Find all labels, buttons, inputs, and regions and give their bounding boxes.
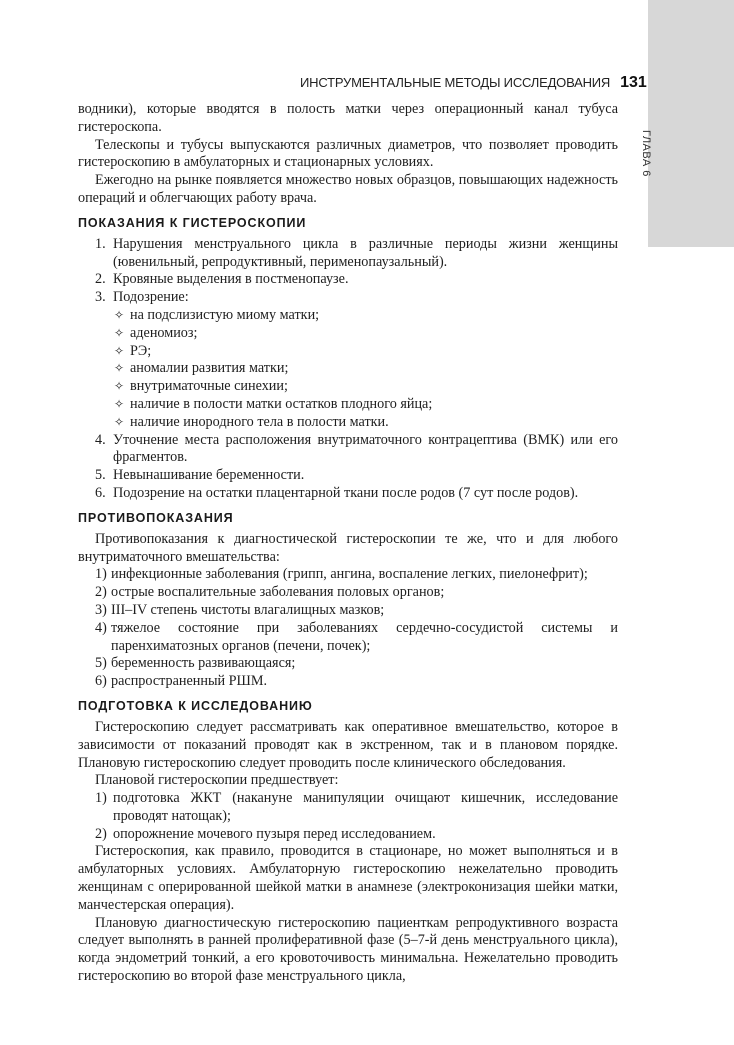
list-number: 4) [95,619,107,636]
list-number: 6) [95,673,107,690]
list-item [78,236,618,272]
list-item-text: распространенный РШМ. [111,673,267,690]
sub-list-item-text: наличие в полости матки остатков плодного яйца; [130,395,433,412]
list-item-text: беременность развивающаяся; [111,655,296,672]
diamond-bullet-icon: ✧ [114,396,125,411]
sub-list-item [78,378,618,396]
sub-list-item-text: аденомиоз; [130,324,198,341]
body-paragraph: Телескопы и тубусы выпускаются различных диаметров, что позволяет проводить гистероскопию в амбулаторных и стационарных условиях. [78,136,618,171]
list-item [78,485,618,503]
list-number: 6. [95,484,106,501]
page-number: 131 [620,74,647,91]
list-number: 3. [95,289,106,306]
list-item [78,655,618,673]
sub-list-item [78,360,618,378]
list-item [78,271,618,289]
body-paragraph: Ежегодно на рынке появляется множество новых образцов, повышающих надежность операций и облегчающих работу врача. [78,172,618,206]
list-number: 1. [95,235,106,252]
page-body [78,101,618,986]
sub-list-item-text: наличие инородного тела в полости матки. [130,413,389,430]
section-heading-preparation: ПОДГОТОВКА К ИССЛЕДОВАНИЮ [78,698,313,713]
list-item [78,826,618,844]
sub-list-item-text: на подслизистую миому матки; [130,306,320,323]
diamond-bullet-icon: ✧ [114,343,125,358]
list-number: 1) [95,790,107,807]
running-header-title: ИНСТРУМЕНТАЛЬНЫЕ МЕТОДЫ ИССЛЕДОВАНИЯ [300,75,611,90]
list-item-text: острые воспалительные заболевания половых органов; [111,584,445,601]
list-number: 2. [95,271,106,288]
sub-list-item-text: РЭ; [130,342,152,359]
list-item [78,467,618,485]
list-item-text: инфекционные заболевания (грипп, ангина, воспаление легких, пиелонефрит); [111,566,588,583]
body-paragraph: Противопоказания к диагностической гистероскопии те же, что и для любого внутриматочного вмешательства: [78,530,618,565]
body-paragraph: водники), которые вводятся в полость матки через операционный канал тубуса гистероскопа. [78,101,618,135]
diamond-bullet-icon: ✧ [114,414,125,429]
list-number: 4. [95,431,106,448]
list-item-text: тяжелое состояние при заболеваниях сердечно-сосудистой системы и паренхиматозных органов (печени, почек); [111,619,618,654]
list-item-text: Нарушения менструального цикла в различные периоды жизни женщины (ювенильный, репродуктивный, перименопаузальный). [113,235,618,270]
section-heading-indications: ПОКАЗАНИЯ К ГИСТЕРОСКОПИИ [78,215,307,230]
list-item [78,584,618,602]
chapter-label: ГЛАВА 6 [640,130,652,177]
list-item [78,790,618,826]
list-item-text: Уточнение места расположения внутриматочного контрацептива (ВМК) или его фрагментов. [113,431,618,466]
list-number: 5. [95,467,106,484]
diamond-bullet-icon: ✧ [114,325,125,340]
body-paragraph: Гистероскопию следует рассматривать как оперативное вмешательство, которое в зависимости от показаний проводят как в экстренном, так и в плановом порядке. Плановую гистероскопию следует проводить после клинического обследования. [78,718,618,771]
diamond-bullet-icon: ✧ [114,379,125,394]
list-item [78,432,618,468]
list-item-text: подготовка ЖКТ (накануне манипуляции очищают кишечник, исследование проводят натощак); [113,790,618,824]
list-item-text: опорожнение мочевого пузыря перед исследованием. [113,825,436,842]
running-header [300,74,647,96]
body-paragraph: Плановой гистероскопии предшествует: [95,772,339,789]
chapter-side-tab [648,0,734,247]
body-paragraph: Плановую диагностическую гистероскопию пациенткам репродуктивного возраста следует выполнять в ранней пролиферативной фазе (5–7-й день менструального цикла), когда эндометрий тонкий, а его кровоточивость минимальна. Нежелательно проводить гистероскопию во второй фазе менструального цикла, [78,914,618,985]
sub-list-item [78,325,618,343]
list-number: 5) [95,655,107,672]
list-number: 3) [95,601,107,618]
body-paragraph: Гистероскопия, как правило, проводится в стационаре, но может выполняться и в амбулаторных условиях. Амбулаторную гистероскопию нежелательно проводить женщинам с оперированной шейкой матки в анамнезе (электроконизация шейки матки, манчестерская операция). [78,843,618,913]
list-item [78,602,618,620]
sub-list-item-text: внутриматочные синехии; [130,378,288,395]
list-item [78,289,618,307]
list-item-text: Подозрение: [113,289,189,306]
list-item-text: Невынашивание беременности. [113,467,305,484]
list-item [78,673,618,691]
section-heading-contraindications: ПРОТИВОПОКАЗАНИЯ [78,510,234,525]
sub-list-item [78,414,618,432]
diamond-bullet-icon: ✧ [114,361,125,376]
list-number: 2) [95,825,107,842]
list-item-text: Подозрение на остатки плацентарной ткани после родов (7 сут после родов). [113,484,579,501]
diamond-bullet-icon: ✧ [114,307,125,322]
sub-list-item [78,343,618,361]
list-item-text: Кровяные выделения в постменопаузе. [113,271,349,288]
list-item-text: III–IV степень чистоты влагалищных мазков; [111,601,385,618]
sub-list-item [78,307,618,325]
list-item [78,566,618,584]
list-number: 2) [95,584,107,601]
sub-list-item-text: аномалии развития матки; [130,360,289,377]
list-item [78,620,618,656]
list-number: 1) [95,566,107,583]
sub-list-item [78,396,618,414]
